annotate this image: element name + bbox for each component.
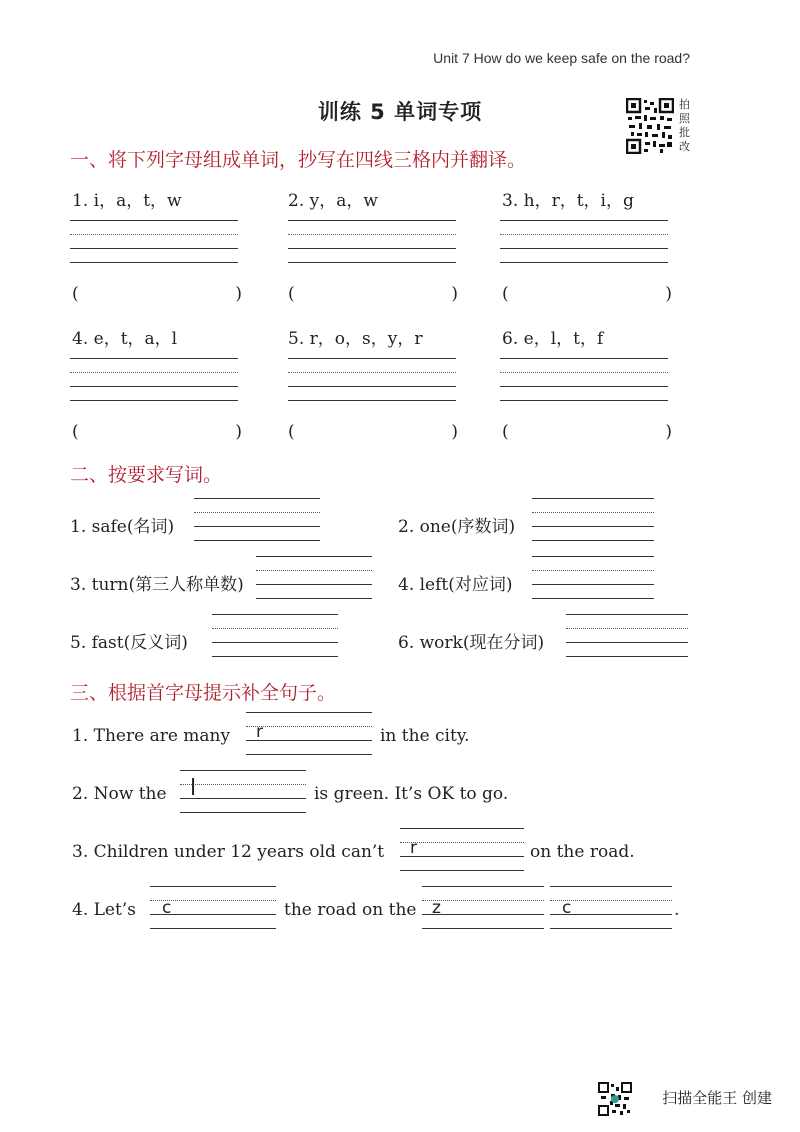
scrambled-letters: r，o，s，y，r (309, 329, 423, 349)
translation-blank[interactable]: ( ) (502, 284, 672, 304)
answer-lines[interactable] (256, 556, 372, 602)
section2-heading: 二、按要求写词。 (70, 464, 223, 486)
unit-header: Unit 7 How do we keep safe on the road? (433, 50, 690, 66)
s1-item-2 (288, 186, 378, 211)
page-title: 训练 5 单词专项 (317, 100, 483, 124)
translation-blank[interactable]: ( ) (72, 422, 242, 442)
s2-item-3-label: 3. turn(第三人称单数) (70, 575, 244, 595)
footer-scanner-credit: 扫描全能王 创建 (662, 1089, 772, 1107)
s3-sentence-4-end: . (674, 900, 680, 920)
four-line-grid[interactable] (500, 358, 668, 404)
item-number: 2. (288, 191, 305, 211)
scrambled-letters: e，l，t，f (523, 329, 604, 349)
answer-lines[interactable] (532, 498, 654, 544)
item-number: 1. (72, 191, 89, 211)
scanner-qr-icon (598, 1082, 632, 1116)
translation-blank[interactable]: ( ) (72, 284, 242, 304)
answer-lines[interactable] (212, 614, 338, 660)
section1-heading: 一、将下列字母组成单词，抄写在四线三格内并翻译。 (70, 149, 527, 171)
first-letter-hint: l (190, 776, 197, 801)
answer-lines[interactable] (400, 828, 524, 874)
s1-item-1 (72, 186, 182, 211)
first-letter-hint: r (256, 722, 263, 742)
translation-blank[interactable]: ( ) (288, 422, 458, 442)
s1-item-5 (288, 324, 422, 349)
first-letter-hint: z (432, 898, 441, 918)
s3-sentence-4-start: 4. Let’s (72, 900, 136, 920)
qr-code-icon[interactable] (626, 98, 674, 154)
answer-lines[interactable] (194, 498, 320, 544)
section3-heading: 三、根据首字母提示补全句子。 (70, 682, 337, 704)
s3-sentence-3-start: 3. Children under 12 years old can’t (72, 842, 385, 862)
s2-item-4-label: 4. left(对应词) (398, 575, 513, 595)
scrambled-letters: h，r，t，i，g (523, 191, 634, 211)
scrambled-letters: y，a，w (309, 191, 378, 211)
s1-item-6 (502, 324, 603, 349)
answer-lines[interactable] (566, 614, 688, 660)
four-line-grid[interactable] (288, 220, 456, 266)
s2-item-6-label: 6. work(现在分词) (398, 633, 545, 653)
first-letter-hint: c (562, 898, 572, 918)
four-line-grid[interactable] (70, 358, 238, 404)
answer-lines[interactable] (246, 712, 372, 758)
s1-item-3 (502, 186, 634, 211)
s3-sentence-2-end: is green. It’s OK to go. (314, 784, 509, 804)
s3-sentence-4-middle: the road on the (284, 900, 417, 920)
first-letter-hint: c (162, 898, 172, 918)
s2-item-5-label: 5. fast(反义词) (70, 633, 188, 653)
s3-sentence-1-start: 1. There are many (72, 726, 231, 746)
item-number: 3. (502, 191, 519, 211)
item-number: 6. (502, 329, 519, 349)
scrambled-letters: i，a，t，w (93, 191, 182, 211)
four-line-grid[interactable] (288, 358, 456, 404)
four-line-grid[interactable] (70, 220, 238, 266)
s2-item-2-label: 2. one(序数词) (398, 517, 516, 537)
four-line-grid[interactable] (500, 220, 668, 266)
s3-sentence-3-end: on the road. (530, 842, 635, 862)
s3-sentence-2-start: 2. Now the (72, 784, 167, 804)
scrambled-letters: e，t，a，l (93, 329, 178, 349)
scan-to-grade-label: 拍照批改 (679, 98, 690, 153)
first-letter-hint: r (410, 838, 417, 858)
s1-item-4 (72, 324, 177, 349)
item-number: 5. (288, 329, 305, 349)
s3-sentence-1-end: in the city. (380, 726, 470, 746)
answer-lines[interactable] (532, 556, 654, 602)
s2-item-1-label: 1. safe(名词) (70, 517, 175, 537)
item-number: 4. (72, 329, 89, 349)
translation-blank[interactable]: ( ) (502, 422, 672, 442)
translation-blank[interactable]: ( ) (288, 284, 458, 304)
answer-lines[interactable] (180, 770, 306, 816)
